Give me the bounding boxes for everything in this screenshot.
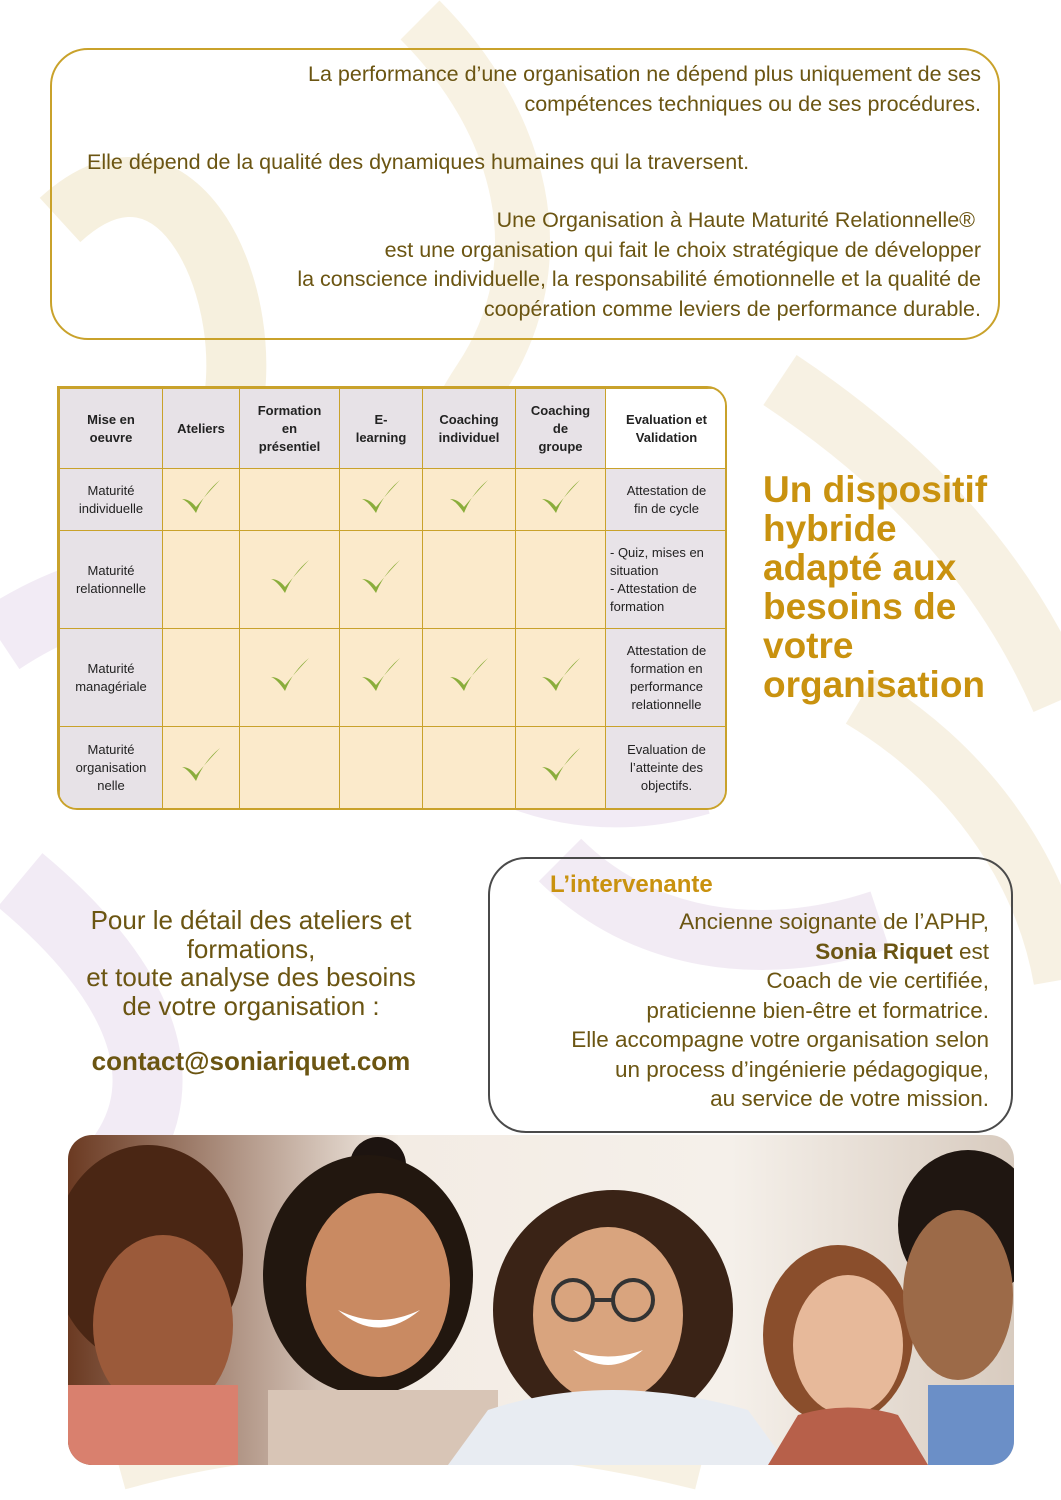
row-label (60, 469, 163, 531)
side-headline (763, 470, 1053, 704)
header-text: en (281, 420, 298, 436)
intervenante-name: Sonia Riquet (815, 938, 953, 964)
headline-line: organisation (763, 664, 986, 705)
table-cell (340, 531, 423, 629)
table-cell (423, 469, 516, 531)
headline-line: Un dispositif (763, 469, 988, 510)
table-cell (163, 727, 240, 809)
intervenante-line: un process d’ingénierie pédagogique, (614, 1056, 989, 1082)
checkmark-icon (267, 557, 313, 597)
table-cell (340, 727, 423, 809)
header-text: de (552, 420, 569, 436)
header-text: Formation (257, 402, 322, 418)
table-cell (240, 469, 340, 531)
header-text: oeuvre (89, 429, 133, 445)
intro-paragraph-2: Elle dépend de la qualité des dynamiques humaines qui la traversent. (87, 150, 750, 174)
header-text: Validation (635, 429, 698, 445)
headline-line: votre (763, 625, 854, 666)
intro-line: la conscience individuelle, la responsabilité émotionnelle et la qualité de (297, 267, 981, 291)
intervenante-line (571, 937, 989, 967)
table-cell (340, 629, 423, 727)
intro-line: est une organisation qui fait le choix stratégique de développer (384, 237, 981, 262)
row-label-text: nelle (97, 777, 125, 793)
intervenante-line-rest: est (952, 938, 989, 964)
table-cell (516, 469, 606, 531)
table-cell (340, 469, 423, 531)
evaluation-text: - Quiz, mises en (610, 544, 704, 560)
contact-line: et toute analyse des besoins (86, 962, 416, 992)
table-cell (240, 629, 340, 727)
checkmark-icon (538, 655, 584, 695)
table-cell (163, 531, 240, 629)
table-cell (423, 531, 516, 629)
headline-line: besoins de (763, 586, 957, 627)
evaluation-cell (606, 727, 728, 809)
intervenante-line: Ancienne soignante de l’APHP, (679, 909, 989, 934)
headline-line: hybride (763, 508, 897, 549)
row-label-text: Maturité (87, 482, 135, 498)
intervenante-line: Elle accompagne votre organisation selon (571, 1027, 989, 1052)
contact-line: de votre organisation : (122, 990, 380, 1021)
table-header-cell (60, 389, 163, 469)
evaluation-text: objectifs. (640, 777, 693, 793)
header-text: Mise en (87, 411, 135, 427)
table-cell (163, 469, 240, 531)
checkmark-icon (358, 477, 404, 517)
intervenante-text (571, 907, 989, 1114)
table-header-cell (606, 389, 728, 469)
evaluation-text: formation en (630, 660, 703, 676)
evaluation-text: formation (610, 598, 665, 614)
intro-line: La performance d’une organisation ne dépend plus uniquement de ses (308, 62, 981, 86)
evaluation-cell (606, 469, 728, 531)
table-header-cell (163, 389, 240, 469)
checkmark-icon (178, 477, 224, 517)
table-cell (423, 727, 516, 809)
evaluation-text: fin de cycle (633, 500, 700, 516)
row-label-text: organisation (75, 759, 147, 775)
header-text: présentiel (258, 438, 321, 454)
table-cell (516, 629, 606, 727)
table-header-cell (340, 389, 423, 469)
table-header-cell (516, 389, 606, 469)
evaluation-text: Attestation de (626, 482, 707, 498)
header-text: groupe (538, 438, 583, 454)
offer-table (57, 386, 727, 810)
row-label (60, 629, 163, 727)
team-photo-illustration (68, 1135, 1014, 1465)
intro-box (50, 48, 1000, 340)
evaluation-cell (606, 629, 728, 727)
evaluation-text: l’atteinte des (630, 759, 703, 775)
intervenante-line: Coach de vie certifiée, (766, 968, 989, 993)
contact-text (60, 906, 442, 1020)
table-row (60, 469, 728, 531)
intervenante-line: praticienne bien-être et formatrice. (646, 997, 989, 1023)
table-cell (423, 629, 516, 727)
row-label-text: Maturité (87, 660, 135, 676)
header-text: Evaluation et (626, 411, 707, 427)
evaluation-text: performance (630, 678, 703, 694)
evaluation-text: situation (610, 562, 659, 578)
contact-line: formations, (186, 933, 316, 964)
table-header-cell (240, 389, 340, 469)
intervenante-line: au service de votre mission. (710, 1086, 989, 1111)
checkmark-icon (358, 655, 404, 695)
table-cell (516, 727, 606, 809)
row-label-text: Maturité (87, 741, 135, 757)
contact-line: Pour le détail des ateliers et (90, 905, 412, 935)
checkmark-icon (538, 745, 584, 785)
table-row (60, 629, 728, 727)
table-cell (240, 531, 340, 629)
checkmark-icon (446, 655, 492, 695)
header-text: learning (355, 429, 407, 445)
header-text: Ateliers (177, 420, 225, 436)
row-label-text: relationnelle (75, 580, 147, 596)
table-row (60, 531, 728, 629)
header-text: E- (374, 411, 388, 427)
table-header-cell (423, 389, 516, 469)
table-cell (240, 727, 340, 809)
intro-paragraph-1 (308, 60, 981, 119)
evaluation-text: Evaluation de (627, 741, 706, 757)
table-cell (516, 531, 606, 629)
checkmark-icon (538, 477, 584, 517)
row-label-text: Maturité (87, 562, 135, 578)
header-text: Coaching (439, 411, 499, 427)
team-photo (68, 1135, 1014, 1465)
row-label (60, 727, 163, 809)
intervenante-box (488, 857, 1013, 1133)
intro-line: compétences techniques ou de ses procédures. (524, 91, 981, 116)
intro-line: Une Organisation à Haute Maturité Relationnelle® (496, 208, 976, 232)
evaluation-cell (606, 531, 728, 629)
checkmark-icon (446, 477, 492, 517)
contact-email-link[interactable]: contact@soniariquet.com (91, 1046, 411, 1076)
row-label-text: managériale (75, 678, 147, 694)
evaluation-text: Attestation de (626, 642, 707, 658)
row-label (60, 531, 163, 629)
intro-paragraph-3 (297, 206, 981, 324)
row-label-text: individuelle (78, 500, 144, 516)
evaluation-text: - Attestation de (610, 580, 697, 596)
intro-line: coopération comme leviers de performance durable. (483, 296, 981, 321)
header-text: Coaching (530, 402, 591, 418)
checkmark-icon (267, 655, 313, 695)
checkmark-icon (178, 745, 224, 785)
checkmark-icon (358, 557, 404, 597)
table-cell (163, 629, 240, 727)
evaluation-text: relationnelle (631, 696, 702, 712)
table-row (60, 727, 728, 809)
headline-line: adapté aux (763, 547, 957, 588)
header-text: individuel (438, 429, 500, 445)
intervenante-title: L’intervenante (550, 871, 713, 898)
